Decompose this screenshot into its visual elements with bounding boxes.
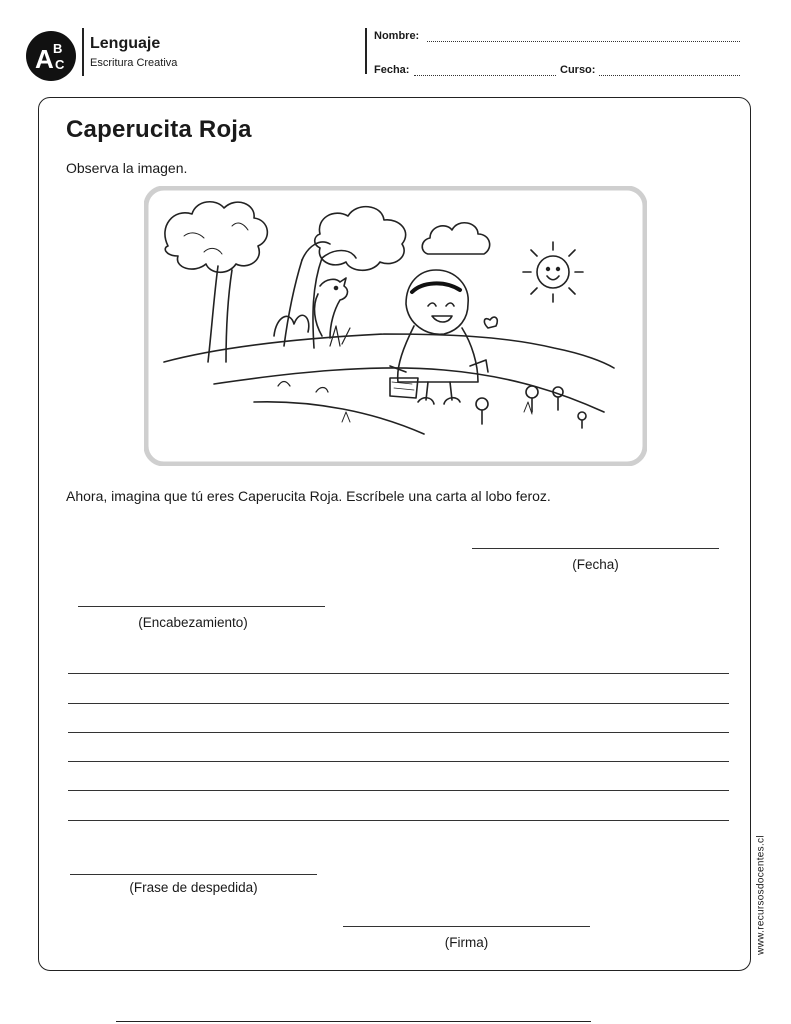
signature-writing-line[interactable]	[343, 926, 590, 927]
worksheet-title: Caperucita Roja	[66, 116, 252, 143]
abc-logo-icon	[26, 31, 76, 81]
closing-writing-line[interactable]	[70, 874, 317, 875]
closing-caption: (Frase de despedida)	[129, 880, 258, 895]
heading-writing-line[interactable]	[78, 606, 325, 607]
site-watermark	[752, 830, 770, 960]
date-caption: (Fecha)	[572, 557, 619, 572]
letter-body-line[interactable]	[68, 673, 729, 674]
letter-body-line[interactable]	[68, 790, 729, 791]
site-watermark-text: www.recursosdocentes.cl	[755, 835, 767, 955]
little-red-riding-hood-illustration	[144, 186, 647, 466]
logo-letter-b: B	[53, 41, 63, 56]
footer-line	[116, 1021, 591, 1022]
heading-caption: (Encabezamiento)	[138, 615, 248, 630]
header-divider-2	[365, 28, 367, 74]
letter-body-line[interactable]	[68, 761, 729, 762]
subject-subtitle: Escritura Creativa	[90, 57, 178, 69]
letter-body-line[interactable]	[68, 703, 729, 704]
instruction-observe: Observa la imagen.	[66, 160, 188, 176]
course-field[interactable]	[599, 75, 740, 76]
logo-letter-a: A	[35, 44, 54, 74]
subject-title: Lenguaje	[90, 35, 161, 52]
course-label: Curso:	[560, 64, 596, 76]
signature-caption: (Firma)	[444, 935, 489, 950]
header-divider	[82, 28, 84, 76]
date-label: Fecha:	[374, 64, 410, 76]
date-field[interactable]	[414, 75, 556, 76]
letter-body-line[interactable]	[68, 820, 729, 821]
name-field[interactable]	[427, 41, 740, 42]
instruction-write-letter: Ahora, imagina que tú eres Caperucita Roja. Escríbele una carta al lobo feroz.	[66, 488, 551, 504]
letter-body-line[interactable]	[68, 732, 729, 733]
logo-letter-c: C	[55, 57, 65, 72]
name-label: Nombre:	[374, 30, 420, 42]
date-writing-line[interactable]	[472, 548, 719, 549]
